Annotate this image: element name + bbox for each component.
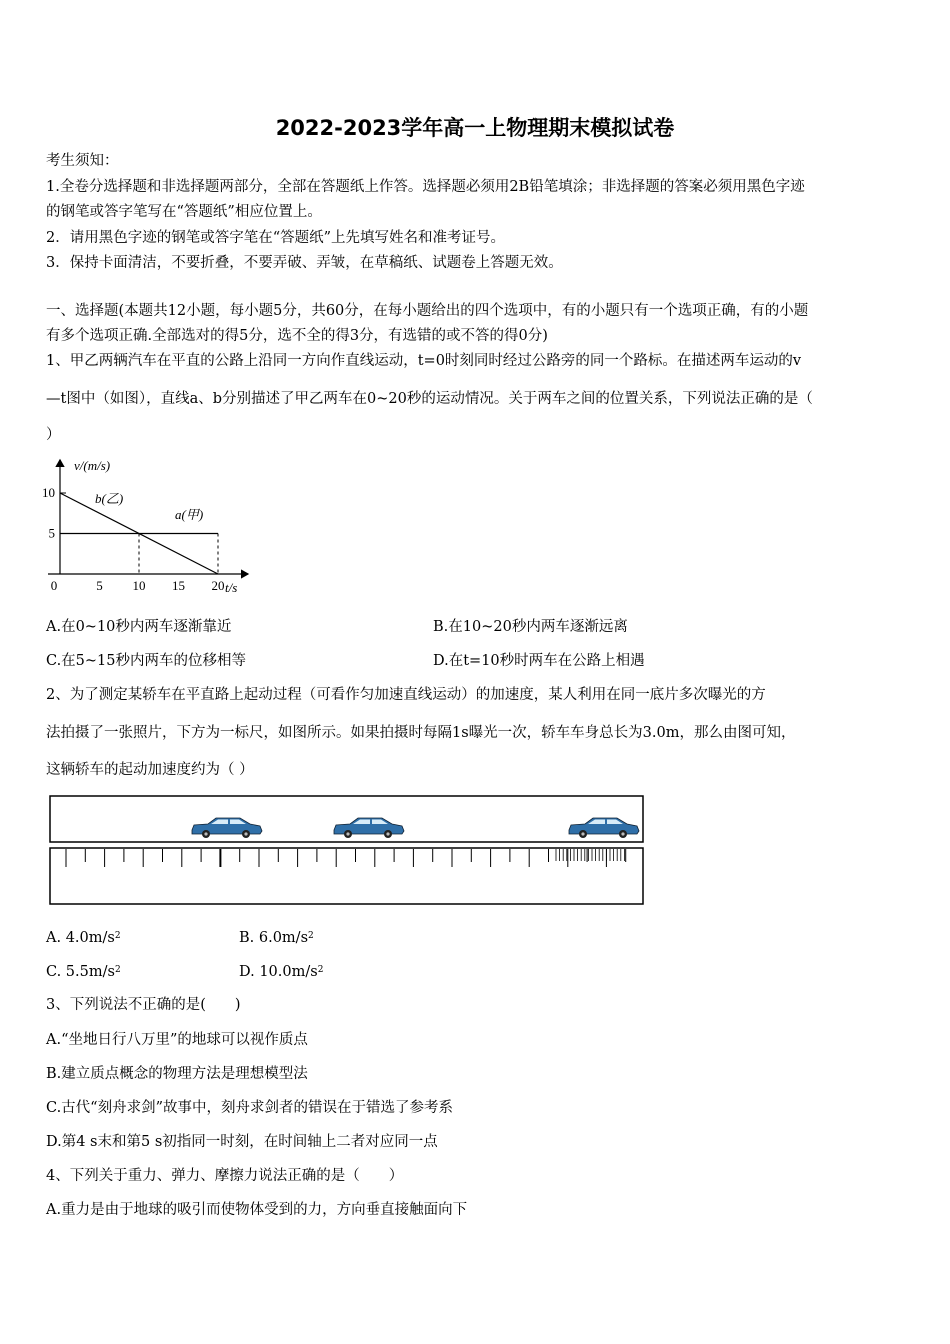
q2-option-b-text: B. 6.0m/s — [239, 930, 309, 946]
x-tick-label: 5 — [96, 578, 103, 593]
q1-option-b: B.在10~20秒内两车逐渐远离 — [433, 619, 628, 635]
x-axis-label: t/s — [225, 580, 238, 595]
q1-stem-1: 1、甲乙两辆汽车在平直的公路上沿同一方向作直线运动，t=0时刻同时经过公路旁的同一个路标。在描述两车运动的v — [46, 353, 802, 369]
series-a-label: a(甲) — [175, 507, 204, 522]
vt-graph — [38, 452, 253, 597]
x-tick-label: 20 — [211, 578, 225, 593]
q1-stem-3: ） — [46, 427, 61, 443]
q1-option-c: C.在5~15秒内两车的位移相等 — [46, 653, 247, 669]
y-tick-label: 5 — [48, 525, 55, 541]
q2-option-d-exp: 2 — [317, 965, 324, 975]
notice-line-1b: 的钢笔或答字笔写在“答题纸”相应位置上。 — [46, 204, 322, 220]
q2-option-b-exp: 2 — [308, 931, 314, 941]
q2-option-c-text: C. 5.5m/s — [46, 964, 115, 980]
q2-stem-1: 2、为了测定某轿车在平直路上起动过程（可看作匀加速直线运动）的加速度，某人利用在同一底片多次曝光的方 — [46, 687, 766, 703]
q3-option-d: D.第4 s末和第5 s初指同一时刻，在时间轴上二者对应同一点 — [46, 1134, 438, 1150]
x-tick-label: 10 — [132, 578, 146, 593]
q2-option-c — [46, 963, 121, 981]
q2-option-c-exp: 2 — [114, 965, 121, 975]
q3-option-a: A.“坐地日行八万里”的地球可以视作质点 — [46, 1032, 308, 1048]
q4-stem: 4、下列关于重力、弹力、摩擦力说法正确的是（ ） — [46, 1168, 404, 1184]
notice-line-1a: 1.全卷分选择题和非选择题两部分，全部在答题纸上作答。选择题必须用2B铅笔填涂；非选择题的答案必须用黑色字迹 — [46, 179, 805, 195]
q2-option-b — [239, 929, 314, 947]
y-axis-label: v/(m/s) — [74, 458, 111, 473]
series-b-label: b(乙) — [95, 491, 124, 506]
q3-option-b: B.建立质点概念的物理方法是理想模型法 — [46, 1066, 308, 1082]
y-tick-label: 10 — [42, 485, 55, 500]
q2-stem-2: 法拍摄了一张照片，下方为一标尺，如图所示。如果拍摄时每隔1s曝光一次，轿车车身总长为3.0m，那么由图可知， — [46, 725, 796, 741]
section-intro-1: 一、选择题(本题共12小题，每小题5分，共60分，在每小题给出的四个选项中，有的小题只有一个选项正确，有的小题 — [46, 303, 809, 319]
q2-option-d-text: D. 10.0m/s — [239, 964, 318, 980]
q1-option-d: D.在t=10秒时两车在公路上相遇 — [433, 653, 645, 669]
q3-stem: 3、下列说法不正确的是( ) — [46, 997, 241, 1013]
page-title: 2022-2023学年高一上物理期末模拟试卷 — [275, 116, 675, 140]
notice-heading: 考生须知： — [46, 153, 119, 169]
notice-line-3: 3．保持卡面清洁，不要折叠，不要弄破、弄皱，在草稿纸、试题卷上答题无效。 — [46, 255, 563, 271]
q4-option-a: A.重力是由于地球的吸引而使物体受到的力，方向垂直接触面向下 — [46, 1202, 468, 1218]
q2-option-a — [46, 929, 121, 947]
car-ruler-figure — [48, 795, 648, 907]
q2-option-a-exp: 2 — [114, 931, 121, 941]
q2-stem-3: 这辆轿车的起动加速度约为（ ） — [46, 762, 254, 778]
section-intro-2: 有多个选项正确.全部选对的得5分，选不全的得3分，有选错的或不答的得0分) — [46, 328, 548, 344]
notice-line-2: 2．请用黑色字迹的钢笔或答字笔在“答题纸”上先填写姓名和准考证号。 — [46, 230, 506, 246]
ruler — [50, 848, 643, 904]
x-tick-label: 0 — [50, 578, 58, 593]
q1-option-a: A.在0~10秒内两车逐渐靠近 — [46, 619, 232, 635]
q2-option-a-text: A. 4.0m/s — [46, 930, 115, 946]
q3-option-c: C.古代“刻舟求剑”故事中，刻舟求剑者的错误在于错选了参考系 — [46, 1100, 454, 1116]
q1-stem-2: —t图中（如图），直线a、b分别描述了甲乙两车在0~20秒的运动情况。关于两车之间的位置关系，下列说法正确的是（ — [46, 391, 813, 407]
x-tick-label: 15 — [172, 578, 185, 593]
q2-option-d — [239, 963, 323, 981]
